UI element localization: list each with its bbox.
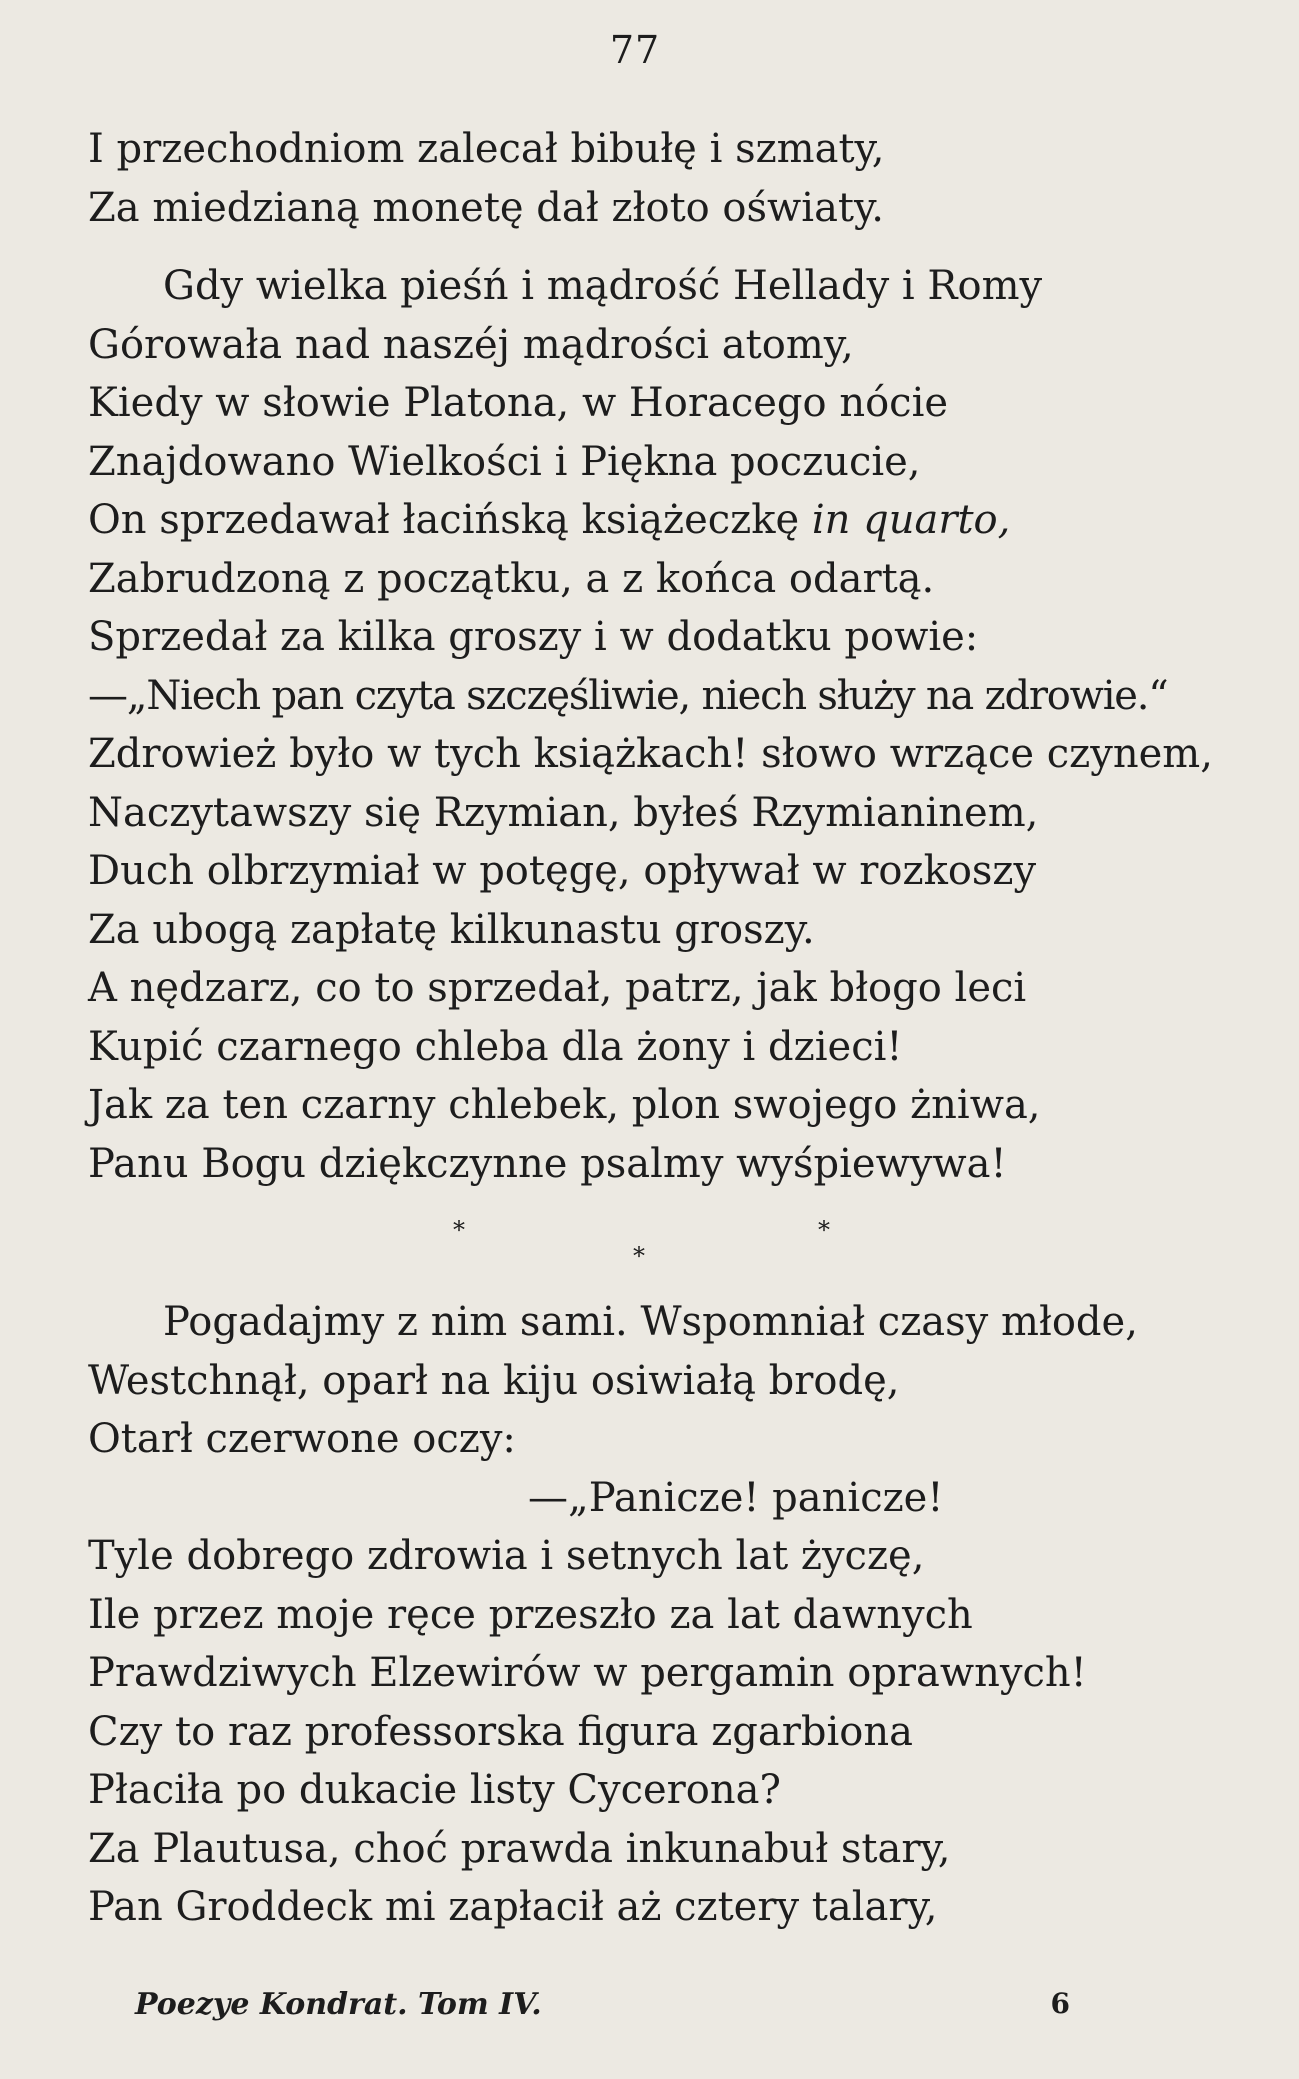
poem-line: Za ubogą zapłatę kilkunastu groszy. bbox=[88, 906, 815, 953]
poem-line: Płaciła po dukacie listy Cycerona? bbox=[88, 1767, 781, 1813]
sheet-number: 6 bbox=[1050, 1987, 1070, 2020]
poem-line: Kupić czarnego chleba dla żony i dzieci! bbox=[88, 1023, 903, 1070]
asterisk: * bbox=[453, 1216, 465, 1244]
poem-line: Panu Bogu dziękczynne psalmy wyśpiewywa! bbox=[88, 1140, 1007, 1187]
poem-line: Duch olbrzymiał w potęgę, opływał w rozkoszy bbox=[88, 848, 1037, 894]
poem-line bbox=[88, 491, 1238, 550]
poem-line: Zabrudzoną z początku, a z końca odartą. bbox=[88, 555, 935, 602]
poem-line: Za miedzianą monetę dał złoto oświaty. bbox=[88, 184, 884, 231]
poem-line: A nędzarz, co to sprzedał, patrz, jak błogo leci bbox=[88, 965, 1027, 1011]
poem-line: Ile przez moje ręce przeszło za lat dawnych bbox=[88, 1591, 973, 1638]
asterisk: * bbox=[633, 1242, 645, 1270]
poem-line: Sprzedał za kilka groszy i w dodatku powie: bbox=[88, 614, 979, 660]
poem-line: Jak za ten czarny chlebek, plon swojego żniwa, bbox=[88, 1082, 1041, 1128]
poem-line: Za Plautusa, choć prawda inkunabuł stary, bbox=[88, 1825, 951, 1872]
signature-mark: Poezye Kondrat. Tom IV. bbox=[135, 1987, 542, 2022]
page-number: 77 bbox=[609, 28, 661, 72]
poem-line: Otarł czerwone oczy: bbox=[88, 1416, 516, 1462]
page-footer bbox=[135, 1987, 1095, 2022]
poem-line: Czy to raz professorska figura zgarbiona bbox=[88, 1708, 913, 1755]
poem-line: Tyle dobrego zdrowia i setnych lat życzę, bbox=[88, 1533, 925, 1579]
poem-line: Kiedy w słowie Platona, w Horacego nócie bbox=[88, 380, 949, 426]
poem-line: Westchnął, oparł na kiju osiwiałą brodę, bbox=[88, 1357, 900, 1404]
italic-phrase: in quarto, bbox=[811, 497, 1011, 543]
poem-text bbox=[88, 120, 1238, 1937]
poem-line: Naczytawszy się Rzymian, byłeś Rzymianinem, bbox=[88, 789, 1039, 836]
poem-line-text: On sprzedawał łacińską książeczkę bbox=[88, 497, 812, 543]
poem-line: I przechodniom zalecał bibułę i szmaty, bbox=[88, 126, 885, 172]
poem-line: Pogadajmy z nim sami. Wspomniał czasy młode, bbox=[163, 1299, 1138, 1345]
asterisk: * bbox=[818, 1216, 830, 1244]
poem-line: Prawdziwych Elzewirów w pergamin oprawnych! bbox=[88, 1650, 1087, 1696]
poem-line: Znajdowano Wielkości i Piękna poczucie, bbox=[88, 438, 921, 485]
poem-line: Górowała nad naszéj mądrości atomy, bbox=[88, 321, 854, 368]
poem-line: Gdy wielka pieśń i mądrość Hellady i Romy bbox=[163, 263, 1043, 309]
section-separator bbox=[88, 1193, 1238, 1293]
poem-line: —„Panicze! panicze! bbox=[528, 1474, 944, 1521]
poem-line: Pan Groddeck mi zapłacił aż cztery talary, bbox=[88, 1884, 938, 1930]
poem-line: Zdrowież było w tych książkach! słowo wrzące czynem, bbox=[88, 731, 1213, 777]
poem-line: —„Niech pan czyta szczęśliwie, niech służy na zdrowie.“ bbox=[88, 672, 1168, 719]
